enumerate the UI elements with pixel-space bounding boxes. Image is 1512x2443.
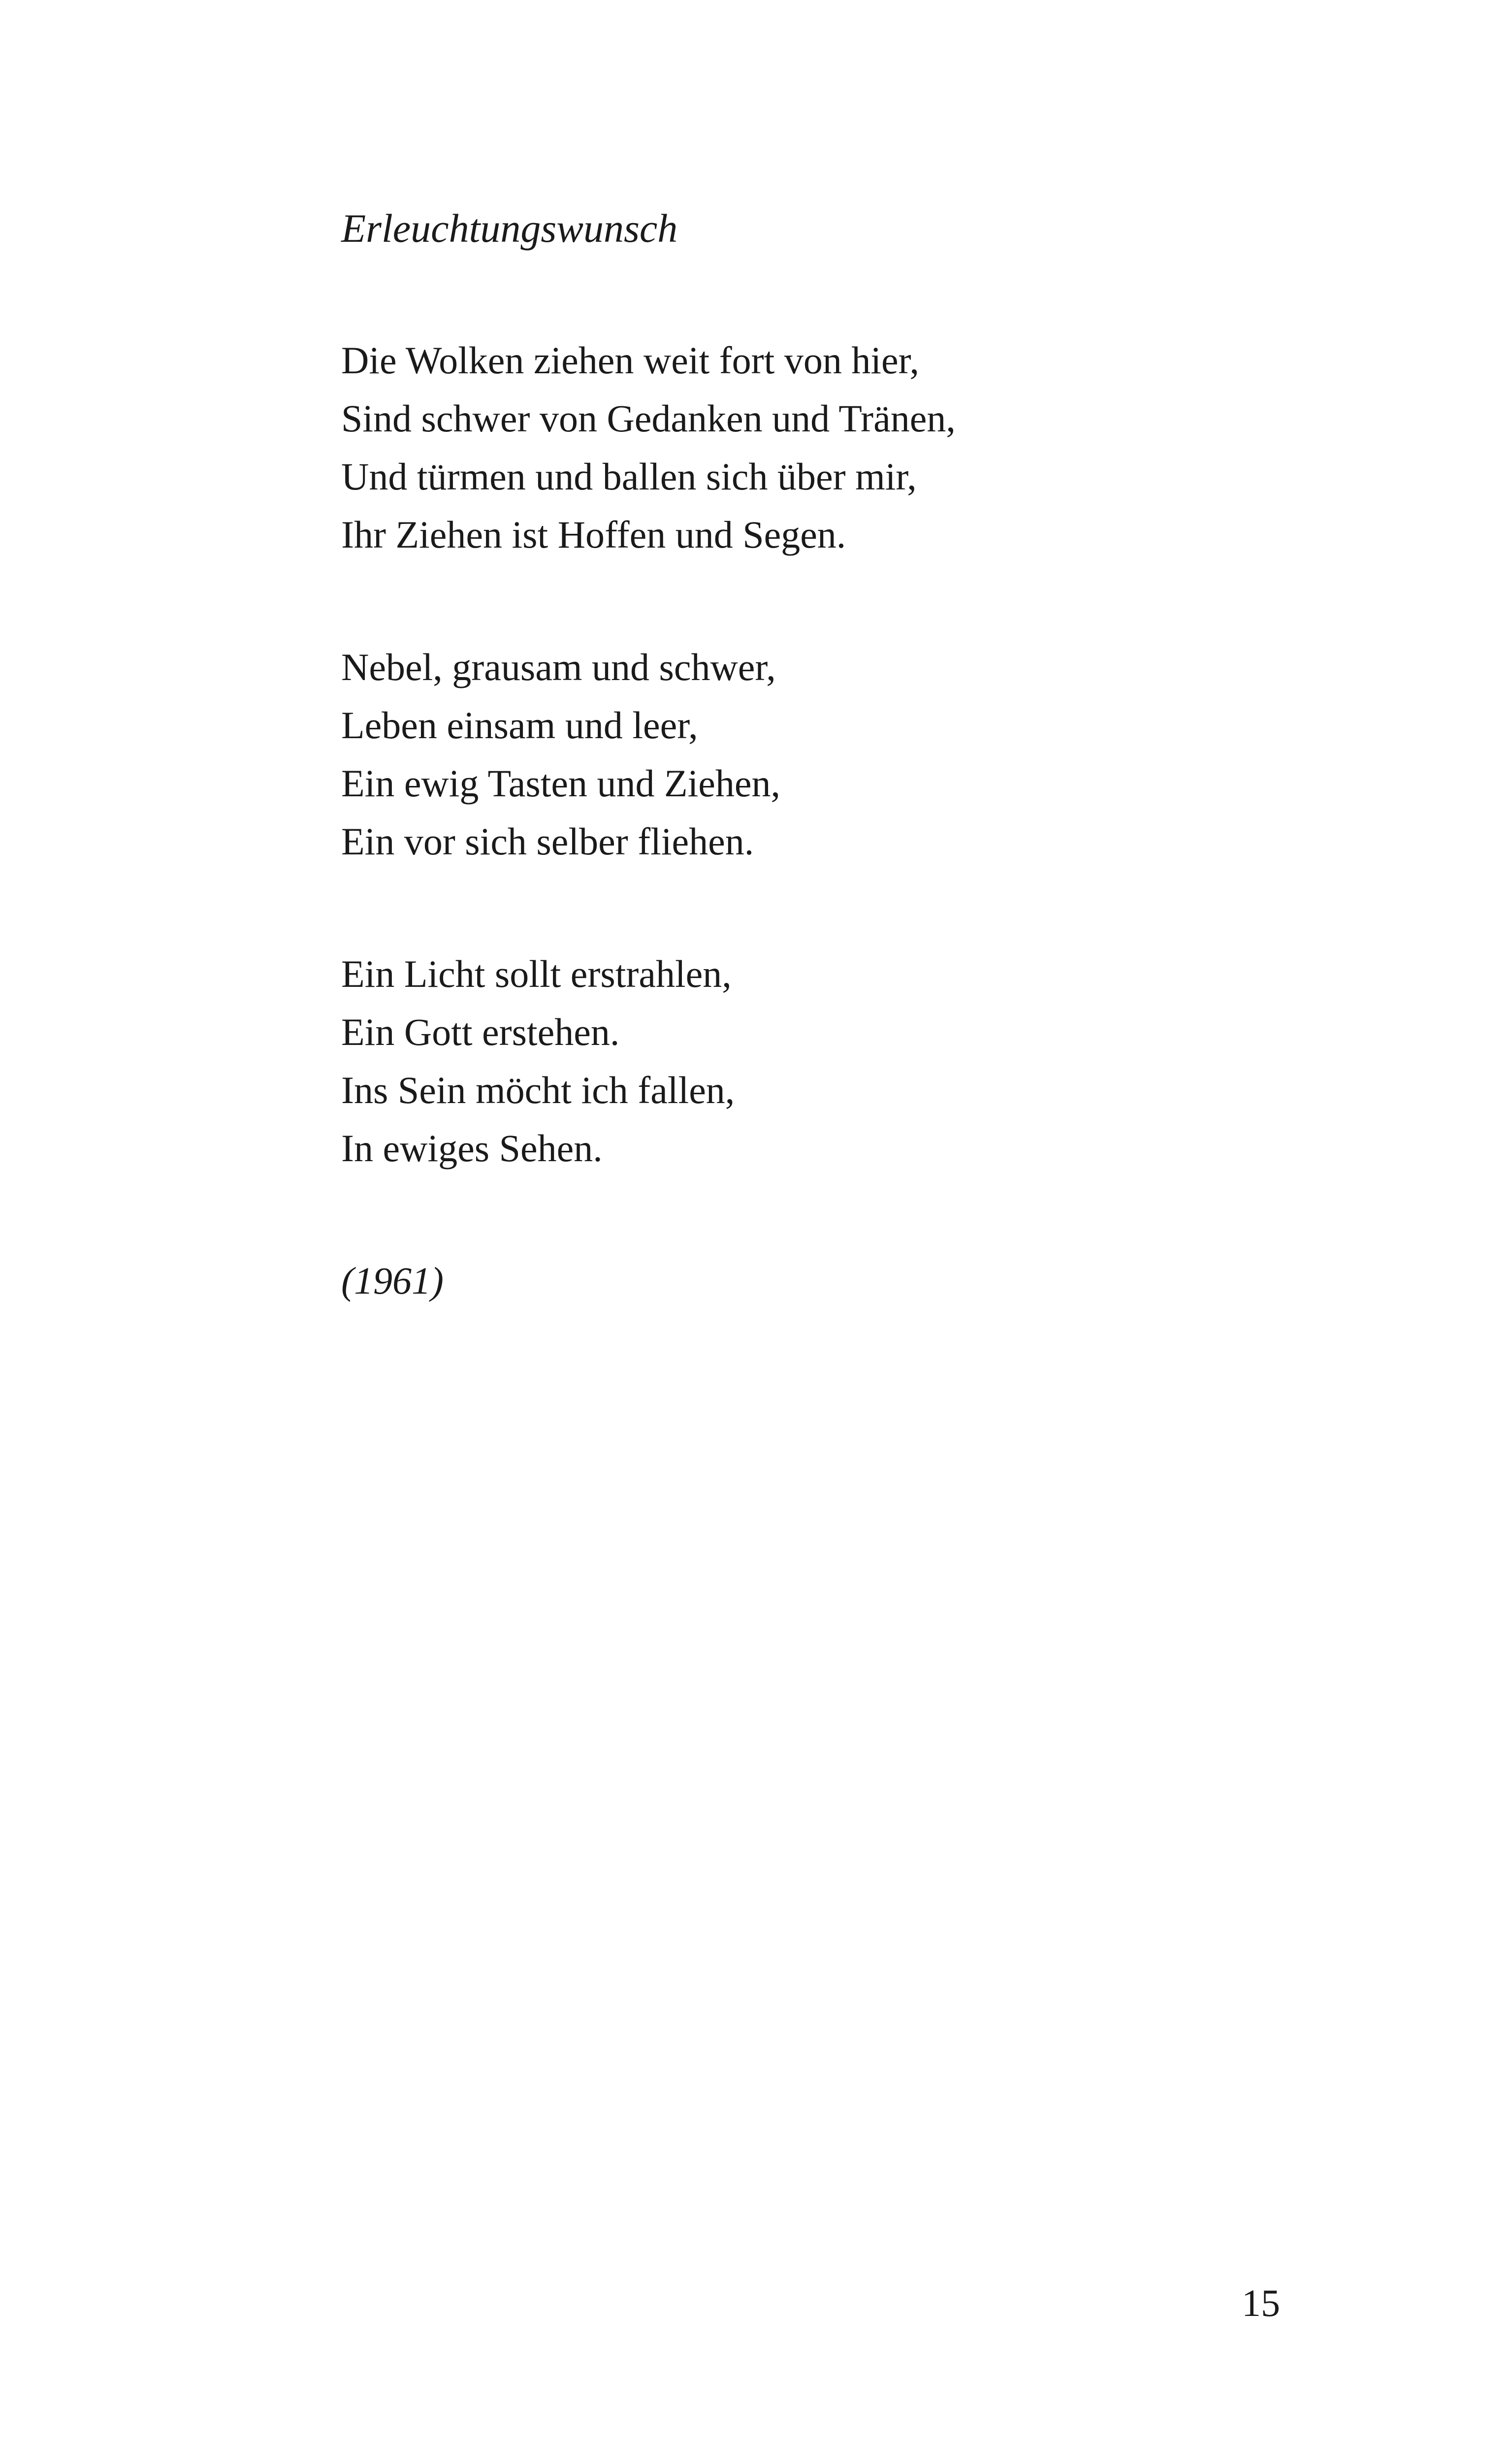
poem-line: In ewiges Sehen. — [341, 1127, 603, 1170]
page-number: 15 — [1242, 2281, 1280, 2324]
stanza-1 — [341, 331, 1277, 564]
stanza-3 — [341, 945, 1277, 1177]
poem-line: Und türmen und ballen sich über mir, — [341, 455, 917, 498]
poem-line: Sind schwer von Gedanken und Tränen, — [341, 397, 956, 440]
poem-line: Ein ewig Tasten und Ziehen, — [341, 762, 781, 805]
stanza-2 — [341, 638, 1277, 871]
poem-title: Erleuchtungswunsch — [341, 206, 678, 251]
poem-line: Ins Sein möcht ich fallen, — [341, 1069, 735, 1111]
poem-line: Ihr Ziehen ist Hoffen und Segen. — [341, 513, 846, 556]
poem-line: Ein vor sich selber fliehen. — [341, 820, 754, 863]
poem-line: Ein Licht sollt erstrahlen, — [341, 952, 732, 995]
poem-date: (1961) — [341, 1259, 444, 1302]
poem-line: Leben einsam und leer, — [341, 704, 698, 747]
poem-line: Nebel, grausam und schwer, — [341, 646, 776, 688]
poem — [341, 199, 1277, 1310]
poem-line: Die Wolken ziehen weit fort von hier, — [341, 339, 919, 382]
poem-line: Ein Gott erstehen. — [341, 1010, 620, 1053]
